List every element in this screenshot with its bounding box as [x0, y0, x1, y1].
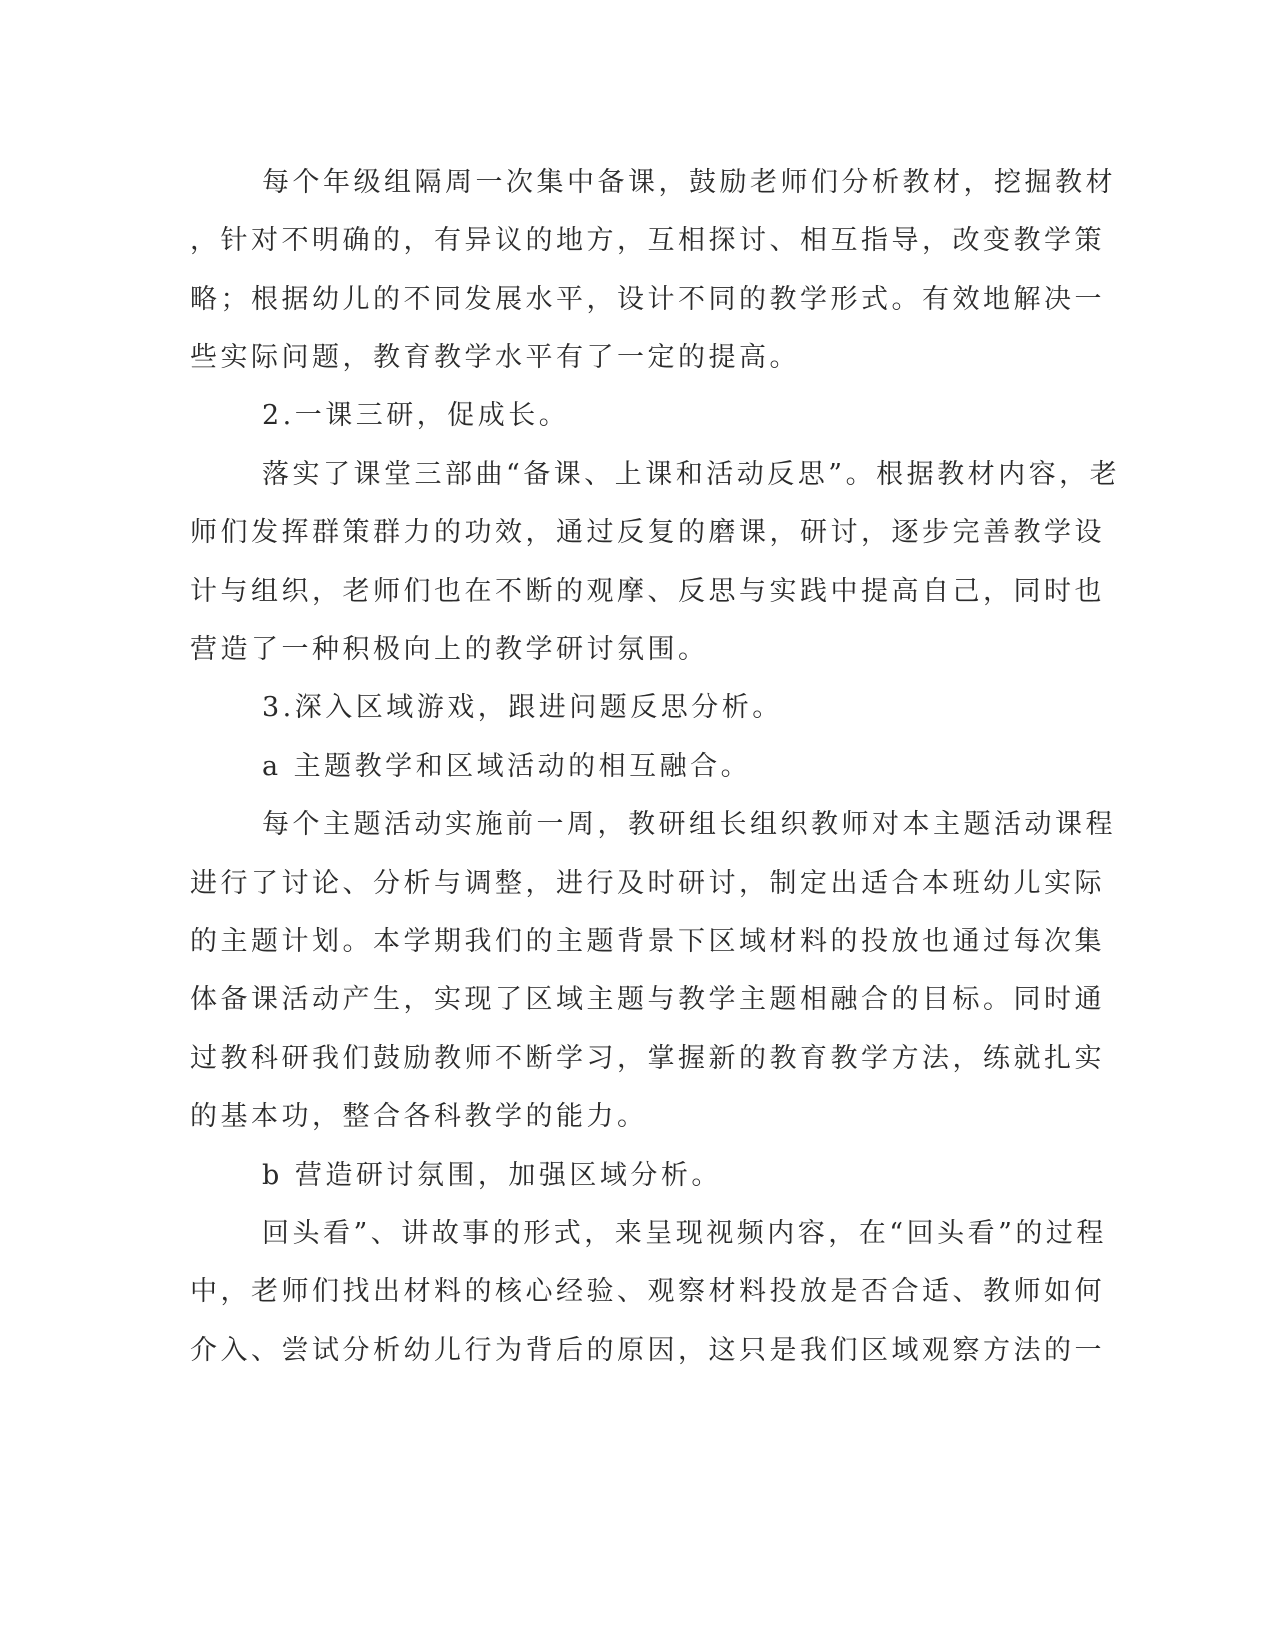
paragraph-line: 每个主题活动实施前一周，教研组长组织教师对本主题活动课程 — [262, 809, 1116, 840]
paragraph-line: 每个年级组隔周一次集中备课，鼓励老师们分析教材，挖掘教材 — [262, 167, 1116, 198]
paragraph-line: 过教科研我们鼓励教师不断学习，掌握新的教育教学方法，练就扎实 — [190, 1043, 1105, 1074]
paragraph-line: 计与组织，老师们也在不断的观摩、反思与实践中提高自己，同时也 — [190, 576, 1105, 607]
paragraph-line: 的基本功，整合各科教学的能力。 — [190, 1101, 648, 1132]
paragraph-line: 体备课活动产生，实现了区域主题与教学主题相融合的目标。同时通 — [190, 984, 1105, 1015]
paragraph-line: 落实了课堂三部曲“备课、上课和活动反思”。根据教材内容，老 — [262, 459, 1121, 490]
paragraph-line: 的主题计划。本学期我们的主题背景下区域材料的投放也通过每次集 — [190, 926, 1105, 957]
subsection-heading: b 营造研讨氛围，加强区域分析。 — [262, 1160, 722, 1191]
paragraph-line: 回头看”、讲故事的形式，来呈现视频内容，在“回头看”的过程 — [262, 1218, 1107, 1249]
section-heading: 3.深入区域游戏，跟进问题反思分析。 — [262, 692, 783, 723]
subsection-heading: a 主题教学和区域活动的相互融合。 — [262, 751, 752, 782]
paragraph-line: 略；根据幼儿的不同发展水平，设计不同的教学形式。有效地解决一 — [190, 284, 1105, 315]
paragraph-line: 些实际问题，教育教学水平有了一定的提高。 — [190, 342, 800, 373]
paragraph-line: 中，老师们找出材料的核心经验、观察材料投放是否合适、教师如何 — [190, 1276, 1105, 1307]
paragraph-line: 介入、尝试分析幼儿行为背后的原因，这只是我们区域观察方法的一 — [190, 1335, 1105, 1366]
paragraph-line: 营造了一种积极向上的教学研讨氛围。 — [190, 634, 709, 665]
paragraph-line: 进行了讨论、分析与调整，进行及时研讨，制定出适合本班幼儿实际 — [190, 868, 1105, 899]
paragraph-line: ，针对不明确的，有异议的地方，互相探讨、相互指导，改变教学策 — [190, 225, 1105, 256]
paragraph-line: 师们发挥群策群力的功效，通过反复的磨课，研讨，逐步完善教学设 — [190, 517, 1105, 548]
section-heading: 2.一课三研，促成长。 — [262, 400, 570, 431]
